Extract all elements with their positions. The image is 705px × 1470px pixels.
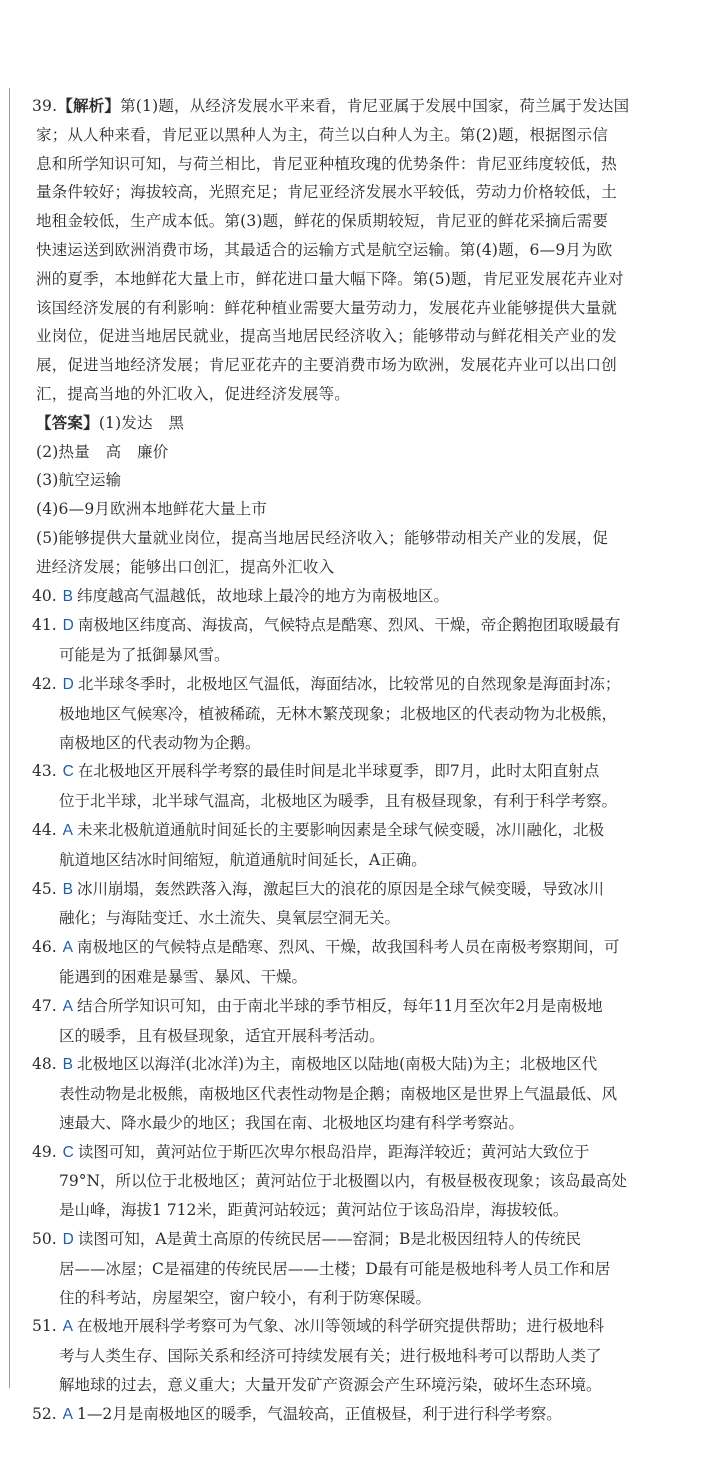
question-first-line bbox=[32, 1225, 686, 1255]
question-first-line bbox=[32, 670, 686, 700]
question-item bbox=[32, 582, 686, 612]
question-item bbox=[32, 875, 686, 934]
explanation-text-line: 区的暖季，且有极昼现象，适宜开展科考活动。 bbox=[59, 1026, 385, 1045]
question-first-line bbox=[32, 1138, 686, 1168]
analysis-label: 【解析】 bbox=[57, 96, 121, 115]
question-first-line bbox=[32, 1050, 686, 1080]
analysis-text-line: 地租金较低，生产成本低。第(3)题，鲜花的保质期较短，肯尼亚的鲜花采摘后需要 bbox=[36, 212, 609, 231]
question-first-line bbox=[32, 1312, 686, 1342]
question-39 bbox=[32, 92, 686, 582]
question-first-line bbox=[32, 611, 686, 641]
question-number: 44. bbox=[32, 820, 57, 839]
answer-choice: A bbox=[62, 939, 73, 957]
question-item bbox=[32, 1225, 686, 1312]
answer-label-line bbox=[36, 409, 686, 438]
question-item bbox=[32, 1050, 686, 1137]
question-number: 46. bbox=[32, 938, 57, 957]
analysis-text-line: 业岗位，促进当地居民就业，提高当地居民经济收入；能够带动与鲜花相关产业的发 bbox=[36, 327, 617, 346]
explanation-text-line: 南极地区的气候特点是酷寒、烈风、干燥，故我国科考人员在南极考察期间，可 bbox=[77, 938, 620, 957]
analysis-text-line: 量条件较好；海拔较高，光照充足；肯尼亚经济发展水平较低，劳动力价格较低，土 bbox=[36, 183, 617, 202]
answer-choice: C bbox=[62, 1143, 74, 1161]
question-number: 41. bbox=[32, 616, 57, 635]
question-number: 42. bbox=[32, 674, 57, 693]
question-number: 51. bbox=[32, 1317, 57, 1336]
answer-choice: B bbox=[62, 880, 73, 898]
q39-line-1 bbox=[32, 92, 686, 121]
question-item bbox=[32, 992, 686, 1051]
question-item bbox=[32, 933, 686, 992]
question-first-line bbox=[32, 582, 686, 612]
answer-choice: A bbox=[62, 1318, 73, 1336]
answer-label: 【答案】 bbox=[36, 412, 99, 432]
question-first-line bbox=[32, 757, 686, 787]
explanation-text-line: 航道地区结冰时间缩短，航道通航时间延长，A正确。 bbox=[59, 850, 427, 869]
explanation-text-line: 1—2月是南极地区的暖季，气温较高，正值极昼，利于进行科学考察。 bbox=[77, 1404, 562, 1423]
answer-choice: B bbox=[62, 587, 73, 605]
question-item bbox=[32, 670, 686, 757]
question-list bbox=[32, 582, 686, 1430]
question-number: 50. bbox=[32, 1230, 57, 1249]
explanation-text-line: 北极地区以海洋(北冰洋)为主，南极地区以陆地(南极大陆)为主；北极地区代 bbox=[77, 1055, 598, 1074]
analysis-text-line: 该国经济发展的有利影响：鲜花种植业需要大量劳动力，发展花卉业能够提供大量就 bbox=[36, 298, 617, 317]
question-number: 40. bbox=[32, 586, 57, 605]
question-item bbox=[32, 816, 686, 875]
question-first-line bbox=[32, 816, 686, 846]
q39-answer-block bbox=[36, 409, 686, 582]
explanation-text-line: 冰川崩塌，轰然跌落入海，激起巨大的浪花的原因是全球气候变暖，导致冰川 bbox=[77, 879, 605, 898]
answer-choice: C bbox=[62, 763, 74, 781]
explanation-text-line: 位于北半球，北半球气温高，北极地区为暖季，且有极昼现象，有利于科学考察。 bbox=[59, 792, 618, 811]
explanation-text-line: 表性动物是北极熊，南极地区代表性动物是企鹅；南极地区是世界上气温最低、风 bbox=[59, 1085, 618, 1104]
question-number: 47. bbox=[32, 996, 57, 1015]
analysis-text-line: 家；从人种来看，肯尼亚以黑种人为主，荷兰以白种人为主。第(2)题，根据图示信 bbox=[36, 125, 609, 144]
explanation-text-line: 读图可知，A是黄土高原的传统民居——窑洞；B是北极因纽特人的传统民 bbox=[77, 1230, 581, 1249]
analysis-text-line: 第(1)题，从经济发展水平来看，肯尼亚属于发展中国家，荷兰属于发达国 bbox=[120, 97, 630, 115]
explanation-text-line: 北半球冬季时，北极地区气温低，海面结冰，比较常见的自然现象是海面封冻； bbox=[77, 674, 621, 693]
analysis-text-line: 洲的夏季，本地鲜花大量上市，鲜花进口量大幅下降。第(5)题，肯尼亚发展花卉业对 bbox=[36, 269, 624, 288]
explanation-text-line: 考与人类生存、国际关系和经济可持续发展有关；进行极地科考可以帮助人类了 bbox=[59, 1347, 602, 1366]
answer-choice: D bbox=[62, 1231, 74, 1249]
question-item bbox=[32, 1400, 686, 1430]
question-first-line bbox=[32, 875, 686, 905]
question-number: 39. bbox=[32, 97, 58, 115]
question-first-line bbox=[32, 933, 686, 963]
left-margin-rule bbox=[9, 88, 10, 1388]
question-number: 43. bbox=[32, 762, 57, 781]
question-first-line bbox=[32, 1400, 686, 1430]
explanation-text-line: 居——冰屋；C是福建的传统民居——土楼；D最有可能是极地科考人员工作和居 bbox=[59, 1259, 611, 1278]
explanation-text-line: 南极地区纬度高、海拔高，气候特点是酷寒、烈风、干燥，帝企鹅抱团取暖最有 bbox=[77, 616, 621, 635]
answer-line: (1)发达 黑 bbox=[98, 413, 185, 432]
answer-choice: B bbox=[62, 1056, 73, 1074]
answer-line: (2)热量 高 廉价 bbox=[36, 442, 169, 461]
question-number: 49. bbox=[32, 1142, 57, 1161]
analysis-text-line: 息和所学知识可知，与荷兰相比，肯尼亚种植玫瑰的优势条件：肯尼亚纬度较低，热 bbox=[36, 154, 617, 173]
answer-choice: A bbox=[62, 997, 73, 1015]
question-item bbox=[32, 757, 686, 816]
explanation-text-line: 未来北极航道通航时间延长的主要影响因素是全球气候变暖，冰川融化，北极 bbox=[77, 820, 605, 839]
question-item bbox=[32, 1312, 686, 1399]
explanation-text-line: 南极地区的代表动物为企鹅。 bbox=[59, 733, 261, 752]
analysis-text-line: 展，促进当地经济发展；肯尼亚花卉的主要消费市场为欧洲，发展花卉业可以出口创 bbox=[36, 356, 617, 375]
answer-line: (3)航空运输 bbox=[36, 471, 122, 490]
explanation-text-line: 是山峰，海拔1 712米，距黄河站较远；黄河站位于该岛沿岸，海拔较低。 bbox=[59, 1201, 569, 1220]
question-item bbox=[32, 611, 686, 670]
answer-choice: D bbox=[62, 675, 74, 693]
answer-content bbox=[32, 92, 686, 1430]
explanation-text-line: 读图可知，黄河站位于斯匹次卑尔根岛沿岸，距海洋较近；黄河站大致位于 bbox=[77, 1142, 590, 1161]
question-first-line bbox=[32, 992, 686, 1022]
explanation-text-line: 极地地区气候寒冷，植被稀疏，无林木繁茂现象；北极地区的代表动物为北极熊， bbox=[59, 704, 618, 723]
explanation-text-line: 融化；与海陆变迁、水土流失、臭氧层空洞无关。 bbox=[59, 909, 401, 928]
question-item bbox=[32, 1138, 686, 1225]
answer-choice: A bbox=[62, 821, 73, 839]
question-number: 52. bbox=[32, 1404, 57, 1423]
explanation-text-line: 住的科考站，房屋架空，窗户较小，有利于防寒保暖。 bbox=[59, 1288, 432, 1307]
question-number: 45. bbox=[32, 879, 57, 898]
answer-choice: D bbox=[62, 617, 74, 635]
explanation-text-line: 速最大、降水最少的地区；我国在南、北极地区均建有科学考察站。 bbox=[59, 1113, 525, 1132]
explanation-text-line: 能遇到的困难是暴雪、暴风、干燥。 bbox=[59, 967, 308, 986]
explanation-text-line: 解地球的过去，意义重大；大量开发矿产资源会产生环境污染，破坏生态环境。 bbox=[59, 1376, 602, 1395]
explanation-text-line: 79°N，所以位于北极地区；黄河站位于北极圈以内，有极昼极夜现象；该岛最高处 bbox=[59, 1172, 628, 1191]
explanation-text-line: 可能是为了抵御暴风雪。 bbox=[59, 646, 230, 665]
answer-line: 进经济发展；能够出口创汇，提高外汇收入 bbox=[36, 557, 335, 576]
explanation-text-line: 在北极地区开展科学考察的最佳时间是北半球夏季，即7月，此时太阳直射点 bbox=[77, 762, 600, 781]
explanation-text-line: 纬度越高气温越低，故地球上最冷的地方为南极地区。 bbox=[77, 586, 450, 605]
analysis-text-line: 快速运送到欧洲消费市场，其最适合的运输方式是航空运输。第(4)题，6—9月为欧 bbox=[36, 240, 613, 259]
explanation-text-line: 结合所学知识可知，由于南北半球的季节相反，每年11月至次年2月是南极地 bbox=[77, 996, 603, 1015]
answer-line: (5)能够提供大量就业岗位，提高当地居民经济收入；能够带动相关产业的发展，促 bbox=[36, 528, 609, 547]
question-number: 48. bbox=[32, 1055, 57, 1074]
answer-line: (4)6—9月欧洲本地鲜花大量上市 bbox=[36, 500, 268, 519]
explanation-text-line: 在极地开展科学考察可为气象、冰川等领域的科学研究提供帮助；进行极地科 bbox=[77, 1317, 605, 1336]
answer-choice: A bbox=[62, 1405, 73, 1423]
analysis-text-line: 汇，提高当地的外汇收入，促进经济发展等。 bbox=[36, 384, 351, 403]
